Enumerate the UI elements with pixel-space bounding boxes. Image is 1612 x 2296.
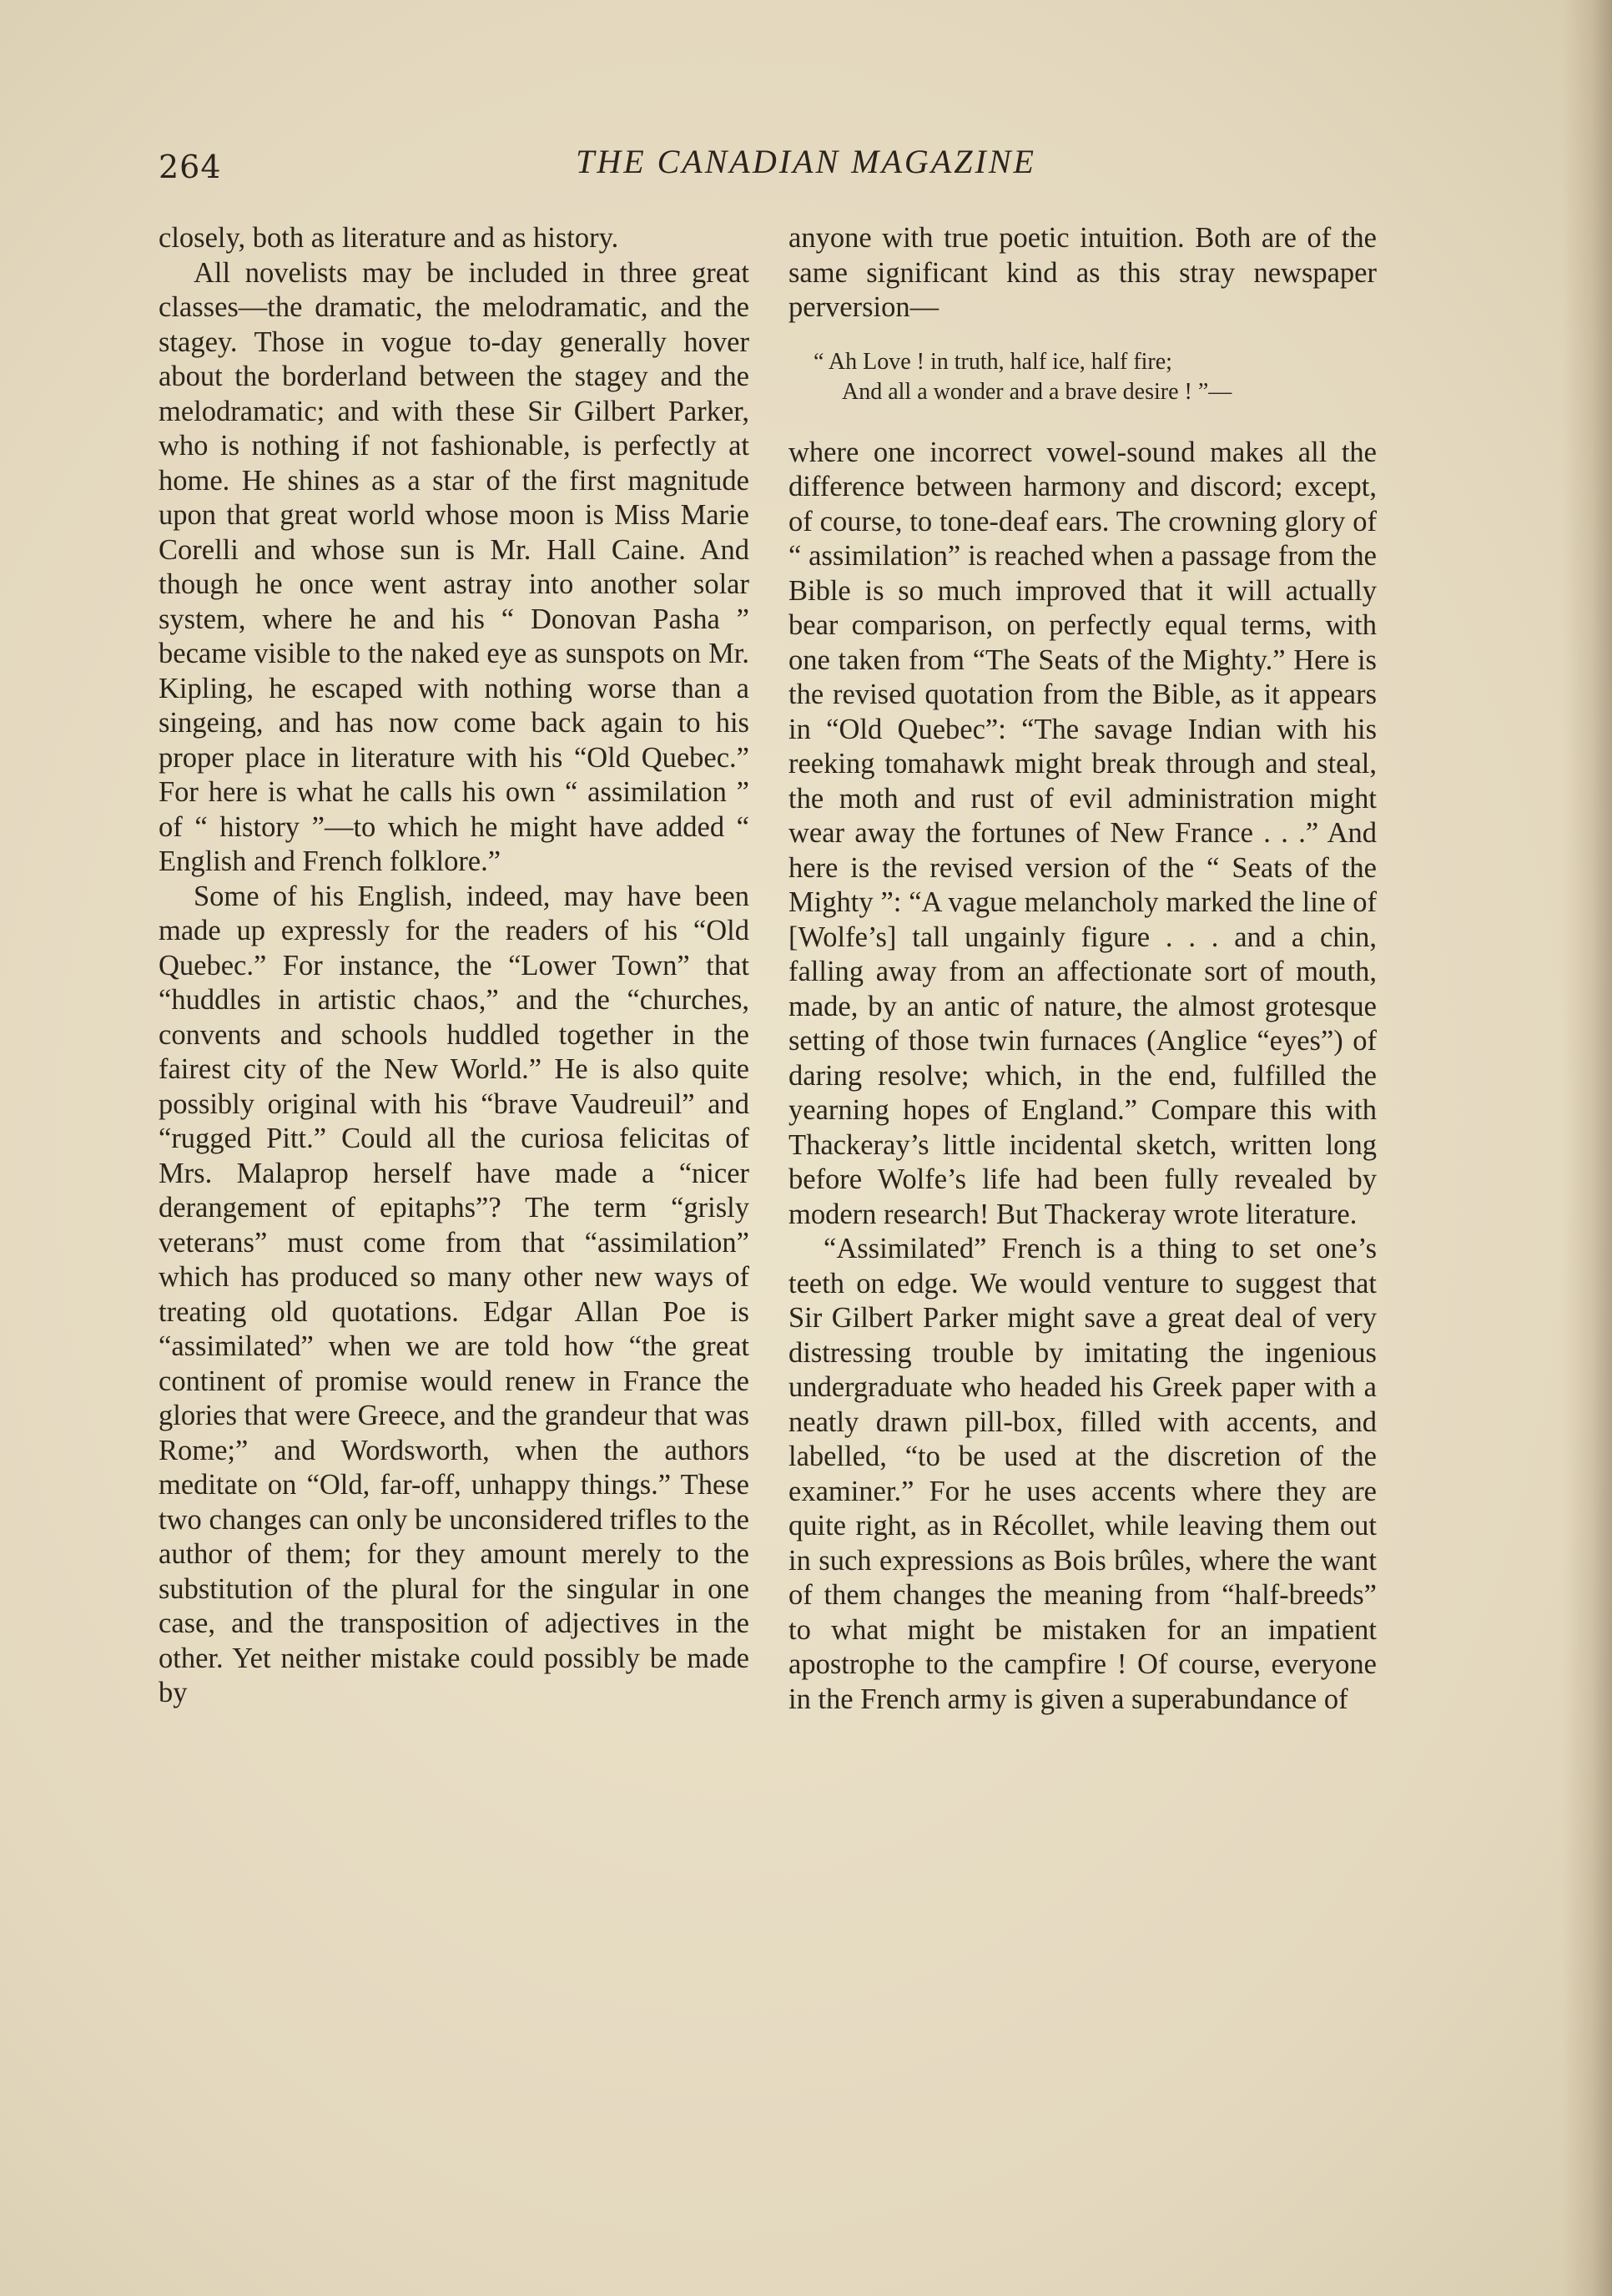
left-column [159,221,749,1711]
right-paragraph-1: anyone with true poetic intuition. Both are of the same significant kind as this stray newspaper perversion— [788,222,1377,323]
left-paragraph-1: closely, both as literature and as history. [159,222,619,254]
page-edge-shadow [1562,0,1612,2296]
left-paragraph-3: Some of his English, indeed, may have been made up expressly for the readers of his “Old Quebec.” For instance, the “Lower Town” that “huddles in artistic chaos,” and the “churches, convents and schools huddled together in the fairest city of the New World.” He is also quite possibly original with his “brave Vaudreuil” and “rugged Pitt.” Could all the curiosa felicitas of Mrs. Malaprop herself have made a “nicer derangement of epitaphs”? The term “grisly veterans” must come from that “assimilation” which has produced so many other new ways of treating old quotations. Edgar Allan Poe is “assimilated” when we are told how “the great continent of promise would renew in France the glories that were Greece, and the grandeur that was Rome;” and Wordsworth, when the authors meditate on “Old, far-off, unhappy things.” These two changes can only be unconsidered trifles to the author of them; for they amount merely to the substitution of the plural for the singular in one case, and the transposition of adjectives in the other. Yet neither mistake could possibly be made by [159,880,749,1708]
left-paragraph-2: All novelists may be included in three great classes—the dramatic, the melodramatic, and the stagey. Those in vogue to-day generally hover about the borderland between the stagey and the melodramatic; and with these Sir Gilbert Parker, who is nothing if not fashionable, is perfectly at home. He shines as a star of the first magnitude upon that great world whose moon is Miss Marie Corelli and whose sun is Mr. Hall Caine. And though he once went astray into another solar system, where he and his “ Donovan Pasha ” became visible to the naked eye as sunspots on Mr. Kipling, he escaped with nothing worse than a singeing, and has now come back again to his proper place in literature with his “Old Quebec.” For here is what he calls his own “ assimilation ” of “ history ”—to which he might have added “ English and French folklore.” [159,256,749,877]
verse-line-1: “ Ah Love ! in truth, half ice, half fire; [814,348,1172,375]
verse-quote [788,347,1377,407]
right-paragraph-2: where one incorrect vowel-sound makes all the difference between harmony and discord; except, of course, to tone-deaf ears. The crowning glory of “ assimilation” is reached when a passage from the Bible is so much improved that it will actually bear comparison, on perfectly equal terms, with one taken from “The Seats of the Mighty.” Here is the revised quotation from the Bible, as it appears in “Old Quebec”: “The savage Indian with his reeking tomahawk might break through and steal, the moth and rust of evil administration might wear away the fortunes of New France . . .” And here is the revised version of the “ Seats of the Mighty ”: “A vague melancholy marked the line of [Wolfe’s] tall ungainly figure . . . and a chin, falling away from an affectionate sort of mouth, made, by an antic of nature, the almost grotesque setting of those twin furnaces (Anglice “eyes”) of daring resolve; which, in the end, fulfilled the yearning hopes of England.” Compare this with Thackeray’s little incidental sketch, written long before Wolfe’s life had been fully revealed by modern research! But Thackeray wrote literature. [788,436,1377,1230]
verse-line-2: And all a wonder and a brave desire ! ”— [842,378,1232,405]
page-number: 264 [159,149,222,185]
running-head-title: THE CANADIAN MAGAZINE [576,143,1036,180]
right-paragraph-3: “Assimilated” French is a thing to set one’s teeth on edge. We would venture to suggest that Sir Gilbert Parker might save a great deal of very distressing trouble by imitating the ingenious undergraduate who headed his Greek paper with a neatly drawn pill-box, filled with accents, and labelled, “to be used at the discretion of the examiner.” For he uses accents where they are quite right, as in Récollet, while leaving them out in such expressions as Bois brûles, where the want of them changes the meaning from “half-breeds” to what might be mistaken for an impatient apostrophe to the campfire ! Of course, everyone in the French army is given a superabundance of [788,1233,1377,1715]
right-column [788,221,1377,1717]
